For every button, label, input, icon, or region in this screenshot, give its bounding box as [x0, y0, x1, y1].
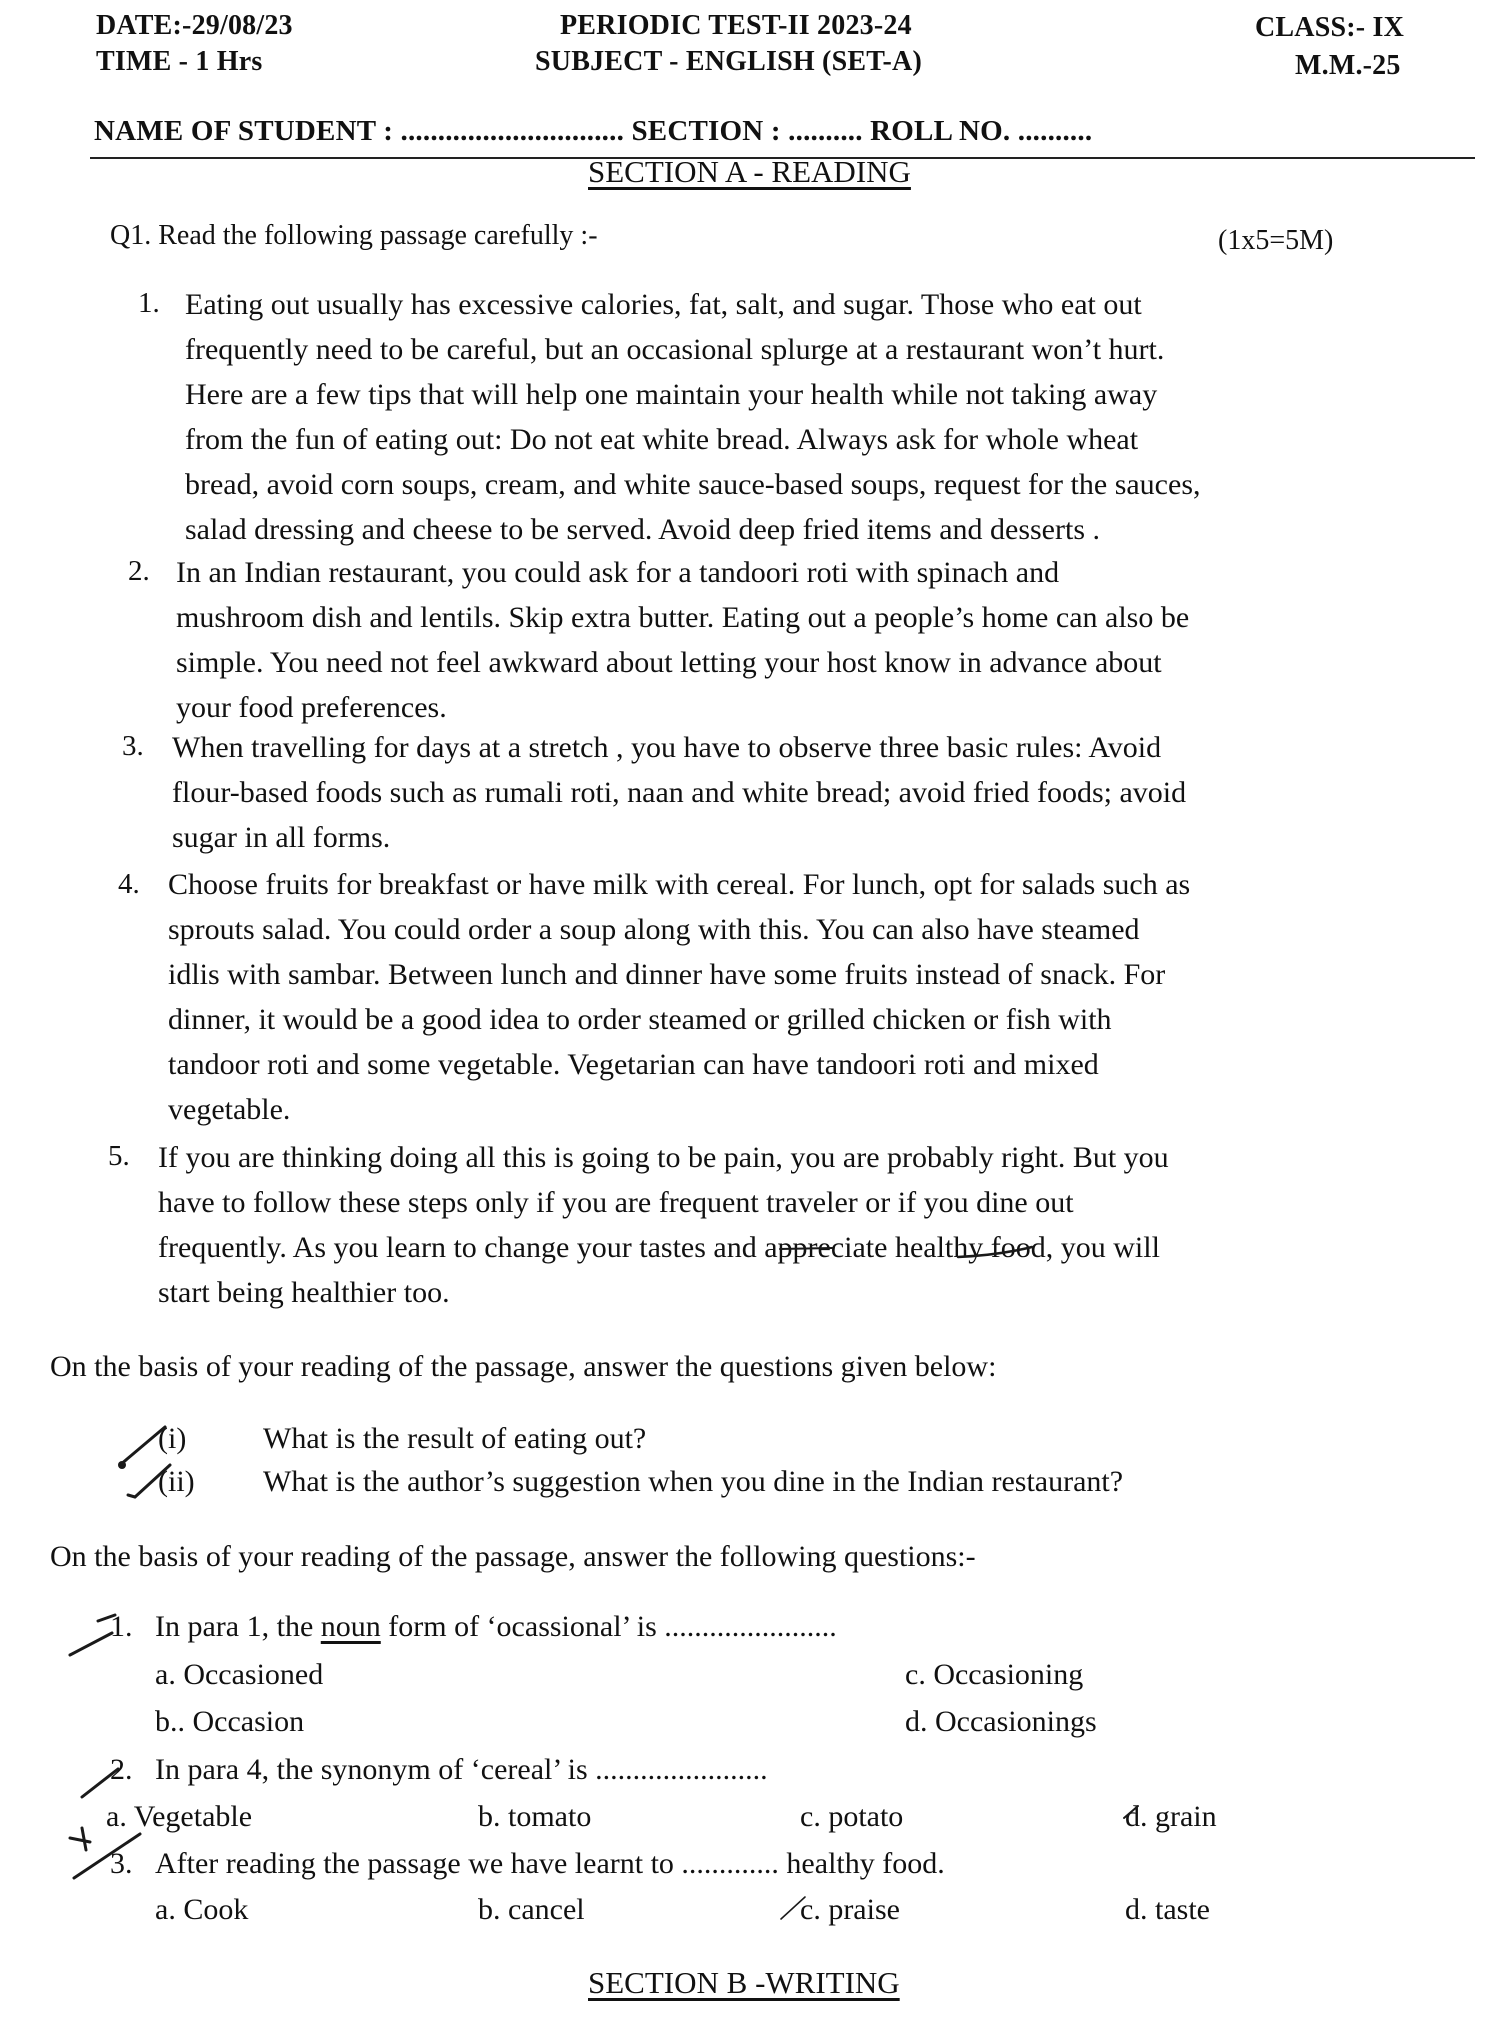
pen-mark — [1118, 1800, 1148, 1830]
sa-question: What is the result of eating out? — [263, 1422, 647, 1455]
para-line: Eating out usually has excessive calories, fat, salt, and sugar. Those who eat out — [185, 288, 1142, 321]
mcq-number: 3. — [110, 1847, 133, 1880]
underlined-word: noun — [320, 1610, 381, 1643]
para-line: bread, avoid corn soups, cream, and white sauce-based soups, request for the sauces, — [185, 468, 1201, 501]
para-line: vegetable. — [168, 1093, 291, 1126]
tick-mark-icon — [110, 1425, 200, 1510]
para-number: 3. — [122, 730, 144, 762]
passage-paragraph-4 — [168, 862, 1478, 1132]
passage-paragraph-5 — [158, 1135, 1478, 1315]
para-line: mushroom dish and lentils. Skip extra butter. Eating out a people’s home can also be — [176, 601, 1190, 634]
class-label: CLASS:- IX — [1255, 12, 1405, 43]
para-number: 5. — [108, 1140, 130, 1172]
passage-paragraph-2 — [176, 550, 1476, 730]
subject: SUBJECT - ENGLISH (SET-A) — [535, 46, 923, 77]
mcq-number: 1. — [110, 1610, 133, 1643]
para-number: 1. — [138, 287, 160, 319]
passage-paragraph-1 — [185, 282, 1475, 552]
para-line: Here are a few tips that will help one maintain your health while not taking away — [185, 378, 1158, 411]
section-blank[interactable]: .......... — [788, 115, 863, 147]
question-text: In para 1, the — [155, 1610, 321, 1643]
mcq-option[interactable]: d. Occasionings — [905, 1705, 1097, 1738]
sa-number: (ii) — [158, 1465, 195, 1498]
short-answer-instruction: On the basis of your reading of the passage, answer the questions given below: — [50, 1350, 997, 1383]
pen-underline-mark — [770, 1235, 1110, 1265]
mcq-option[interactable]: c. praise — [800, 1893, 900, 1926]
sa-number: (i) — [158, 1422, 187, 1455]
q1-marks: (1x5=5M) — [1218, 225, 1334, 256]
tick-mark-icon — [60, 1605, 150, 1665]
mcq-option[interactable]: b. tomato — [478, 1800, 592, 1833]
mcq-option[interactable]: c. potato — [800, 1800, 904, 1833]
mcq-instruction: On the basis of your reading of the passage, answer the following questions:- — [50, 1540, 976, 1573]
tick-mark-icon — [70, 1755, 150, 1805]
q1-instruction: Q1. Read the following passage carefully :- — [110, 220, 598, 251]
para-line: In an Indian restaurant, you could ask for a tandoori roti with spinach and — [176, 556, 1060, 589]
para-line: salad dressing and cheese to be served. Avoid deep fried items and desserts . — [185, 513, 1100, 546]
para-line: idlis with sambar. Between lunch and dinner have some fruits instead of snack. For — [168, 958, 1166, 991]
para-line: have to follow these steps only if you are frequent traveler or if you dine out — [158, 1186, 1074, 1219]
para-line: If you are thinking doing all this is going to be pain, you are probably right. But you — [158, 1141, 1169, 1174]
sa-question: What is the author’s suggestion when you dine in the Indian restaurant? — [263, 1465, 1124, 1498]
mcq-option[interactable]: d. taste — [1125, 1893, 1210, 1926]
para-line: dinner, it would be a good idea to order steamed or grilled chicken or fish with — [168, 1003, 1112, 1036]
para-line: flour-based foods such as rumali roti, naan and white bread; avoid fried foods; avoid — [172, 776, 1187, 809]
student-info-line — [94, 115, 1092, 148]
mcq-option[interactable]: b. cancel — [478, 1893, 585, 1926]
para-number: 4. — [118, 868, 140, 900]
mcq-option[interactable]: a. Occasioned — [155, 1658, 324, 1691]
exam-date: DATE:-29/08/23 — [96, 10, 293, 41]
para-number: 2. — [128, 555, 150, 587]
roll-blank[interactable]: .......... — [1017, 115, 1093, 147]
mcq-question: In para 4, the synonym of ‘cereal’ is ....................... — [155, 1753, 768, 1786]
mcq-option[interactable]: a. Vegetable — [106, 1800, 253, 1833]
section-b-title: SECTION B -WRITING — [588, 1965, 900, 2000]
passage-paragraph-3 — [172, 725, 1477, 860]
mcq-number: 2. — [110, 1753, 133, 1786]
para-line: frequently. As you learn to change your tastes and appreciate healthy food, you will — [158, 1231, 1160, 1264]
para-line: frequently need to be careful, but an occasional splurge at a restaurant won’t hurt. — [185, 333, 1165, 366]
para-line: your food preferences. — [176, 691, 447, 724]
exam-time: TIME - 1 Hrs — [96, 46, 263, 77]
mcq-option[interactable]: c. Occasioning — [905, 1658, 1084, 1691]
section-a-title: SECTION A - READING — [588, 154, 911, 189]
mcq-question: After reading the passage we have learnt to ............. healthy food. — [155, 1847, 945, 1880]
mcq-option[interactable]: b.. Occasion — [155, 1705, 305, 1738]
para-line: sugar in all forms. — [172, 821, 391, 854]
name-blank[interactable]: .............................. — [400, 115, 625, 147]
para-line: start being healthier too. — [158, 1276, 450, 1309]
mcq-option[interactable]: a. Cook — [155, 1893, 249, 1926]
para-line: from the fun of eating out: Do not eat white bread. Always ask for whole wheat — [185, 423, 1139, 456]
cross-tick-mark-icon — [60, 1810, 160, 1885]
tick-mark-icon — [775, 1893, 815, 1923]
para-line: When travelling for days at a stretch , you have to observe three basic rules: Avoid — [172, 731, 1162, 764]
name-label: NAME OF STUDENT : — [94, 115, 401, 147]
para-line: tandoor roti and some vegetable. Vegetarian can have tandoori roti and mixed — [168, 1048, 1099, 1081]
roll-label: ROLL NO. — [862, 115, 1018, 147]
question-text: form of ‘ocassional’ is ....................... — [380, 1610, 837, 1643]
para-line: Choose fruits for breakfast or have milk with cereal. For lunch, opt for salads such as — [168, 868, 1191, 901]
section-label: SECTION : — [624, 115, 789, 147]
mcq-question — [155, 1610, 837, 1644]
mcq-option[interactable]: d. grain — [1125, 1800, 1217, 1833]
test-title: PERIODIC TEST-II 2023-24 — [560, 10, 912, 41]
max-marks: M.M.-25 — [1295, 50, 1401, 81]
para-line: simple. You need not feel awkward about letting your host know in advance about — [176, 646, 1162, 679]
para-line: sprouts salad. You could order a soup along with this. You can also have steamed — [168, 913, 1140, 946]
